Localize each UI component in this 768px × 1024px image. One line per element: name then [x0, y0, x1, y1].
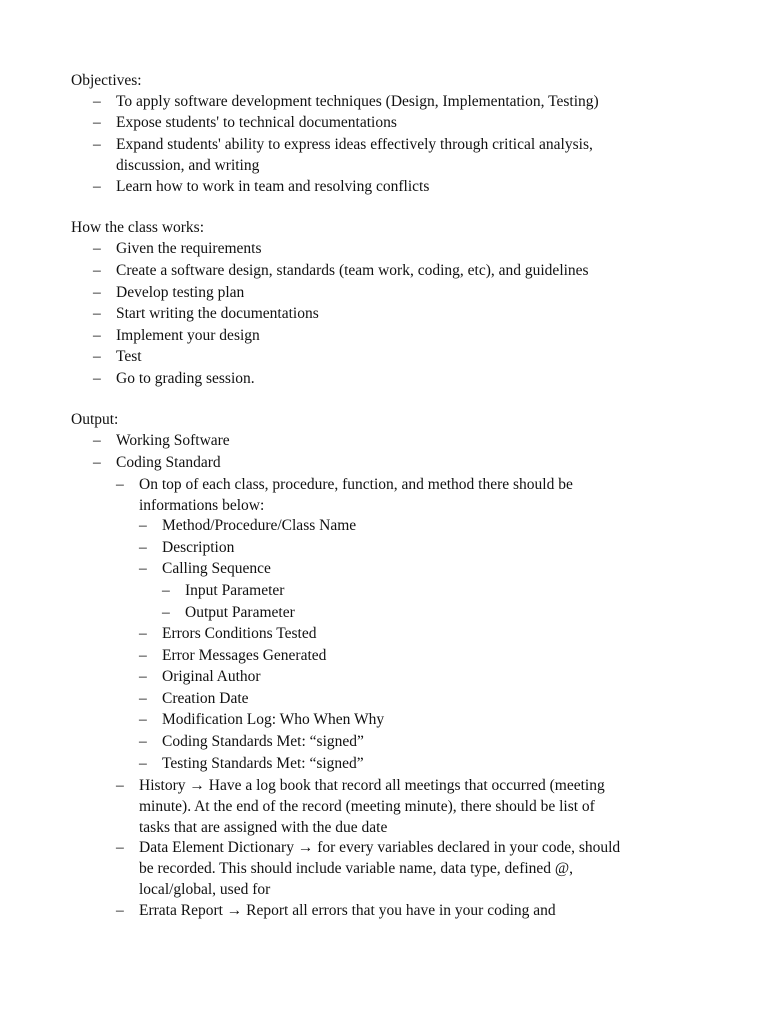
bullet-dash: – [93, 93, 101, 110]
list-item-line: Expand students' ability to express ideas effectively through critical analysis, [116, 136, 593, 153]
list-item-line: Modification Log: Who When Why [162, 711, 385, 728]
list-item-line: Develop testing plan [116, 284, 245, 301]
list-item-line: Working Software [116, 432, 230, 449]
list-item [162, 602, 295, 623]
list-item-line: Coding Standards Met: “signed” [162, 733, 364, 750]
list-item [139, 731, 364, 752]
bullet-dash: – [93, 240, 101, 257]
bullet-dash: – [93, 178, 101, 195]
list-item [139, 709, 385, 730]
list-item-line: Testing Standards Met: “signed” [162, 755, 364, 772]
bullet-dash: – [139, 625, 147, 642]
list-item-line: Coding Standard [116, 454, 221, 471]
list-item-line: History → Have a log book that record all meetings that occurred (meeting [139, 777, 605, 794]
list-item-line: Test [116, 348, 142, 365]
list-item-line: Create a software design, standards (team work, coding, etc), and guidelines [116, 262, 589, 279]
bullet-dash: – [139, 647, 147, 664]
bullet-dash: – [116, 839, 124, 856]
list-item [93, 176, 430, 197]
list-item-line: Calling Sequence [162, 560, 271, 577]
list-item-line: Description [162, 539, 235, 556]
bullet-dash: – [93, 370, 101, 387]
list-item [139, 537, 235, 558]
list-item [162, 580, 285, 601]
list-item [116, 474, 573, 516]
list-item [139, 666, 261, 687]
list-item-line: Given the requirements [116, 240, 262, 257]
list-item [93, 430, 230, 451]
bullet-dash: – [93, 114, 101, 131]
list-item [93, 260, 589, 281]
bullet-dash: – [139, 690, 147, 707]
bullet-dash: – [93, 327, 101, 344]
list-item [139, 645, 327, 666]
bullet-dash: – [162, 604, 170, 621]
list-item-line: On top of each class, procedure, function, and method there should be [139, 476, 573, 493]
list-item-line: minute). At the end of the record (meeting minute), there should be list of [139, 798, 595, 815]
list-item-line: Original Author [162, 668, 261, 685]
list-item [93, 452, 221, 473]
list-item [93, 91, 599, 112]
list-item-line: Data Element Dictionary → for every variables declared in your code, should [139, 839, 621, 856]
bullet-dash: – [93, 136, 101, 153]
list-item-line: Input Parameter [185, 582, 285, 599]
list-item [93, 325, 260, 346]
list-item-line: be recorded. This should include variable name, data type, defined @, [139, 860, 574, 877]
list-item [139, 623, 317, 644]
section-heading-how-class-works: How the class works: [71, 219, 205, 236]
list-item [93, 368, 255, 389]
list-item [139, 515, 357, 536]
bullet-dash: – [139, 755, 147, 772]
list-item-line: Implement your design [116, 327, 260, 344]
list-item-line: discussion, and writing [116, 157, 260, 174]
list-item-line: Go to grading session. [116, 370, 255, 387]
bullet-dash: – [116, 777, 124, 794]
list-item-line: Errata Report → Report all errors that you have in your coding and [139, 902, 556, 919]
list-item [93, 238, 262, 259]
list-item [93, 303, 319, 324]
section-heading-output: Output: [71, 411, 119, 428]
bullet-dash: – [93, 284, 101, 301]
bullet-dash: – [116, 902, 124, 919]
bullet-dash: – [139, 733, 147, 750]
list-item-line: informations below: [139, 497, 265, 514]
list-item-line: Method/Procedure/Class Name [162, 517, 357, 534]
list-item [139, 753, 364, 774]
list-item-line: Output Parameter [185, 604, 295, 621]
list-item-line: Learn how to work in team and resolving conflicts [116, 178, 430, 195]
list-item-line: tasks that are assigned with the due date [139, 819, 388, 836]
bullet-dash: – [116, 476, 124, 493]
list-item [139, 688, 249, 709]
bullet-dash: – [139, 560, 147, 577]
list-item-line: Errors Conditions Tested [162, 625, 317, 642]
section-heading-objectives: Objectives: [71, 72, 142, 89]
list-item [93, 134, 593, 176]
list-item-line: Creation Date [162, 690, 249, 707]
list-item [139, 558, 271, 579]
list-item-line: Expose students' to technical documentations [116, 114, 397, 131]
list-item [93, 282, 245, 303]
bullet-dash: – [139, 668, 147, 685]
bullet-dash: – [93, 454, 101, 471]
bullet-dash: – [162, 582, 170, 599]
list-item-line: Error Messages Generated [162, 647, 327, 664]
list-item [116, 837, 621, 900]
list-item-line: To apply software development techniques (Design, Implementation, Testing) [116, 93, 599, 110]
bullet-dash: – [139, 539, 147, 556]
bullet-dash: – [93, 348, 101, 365]
bullet-dash: – [139, 517, 147, 534]
list-item-line: local/global, used for [139, 881, 271, 898]
list-item [116, 900, 556, 921]
list-item-line: Start writing the documentations [116, 305, 319, 322]
bullet-dash: – [93, 432, 101, 449]
bullet-dash: – [139, 711, 147, 728]
list-item [116, 775, 605, 838]
list-item [93, 346, 142, 367]
bullet-dash: – [93, 305, 101, 322]
bullet-dash: – [93, 262, 101, 279]
list-item [93, 112, 397, 133]
